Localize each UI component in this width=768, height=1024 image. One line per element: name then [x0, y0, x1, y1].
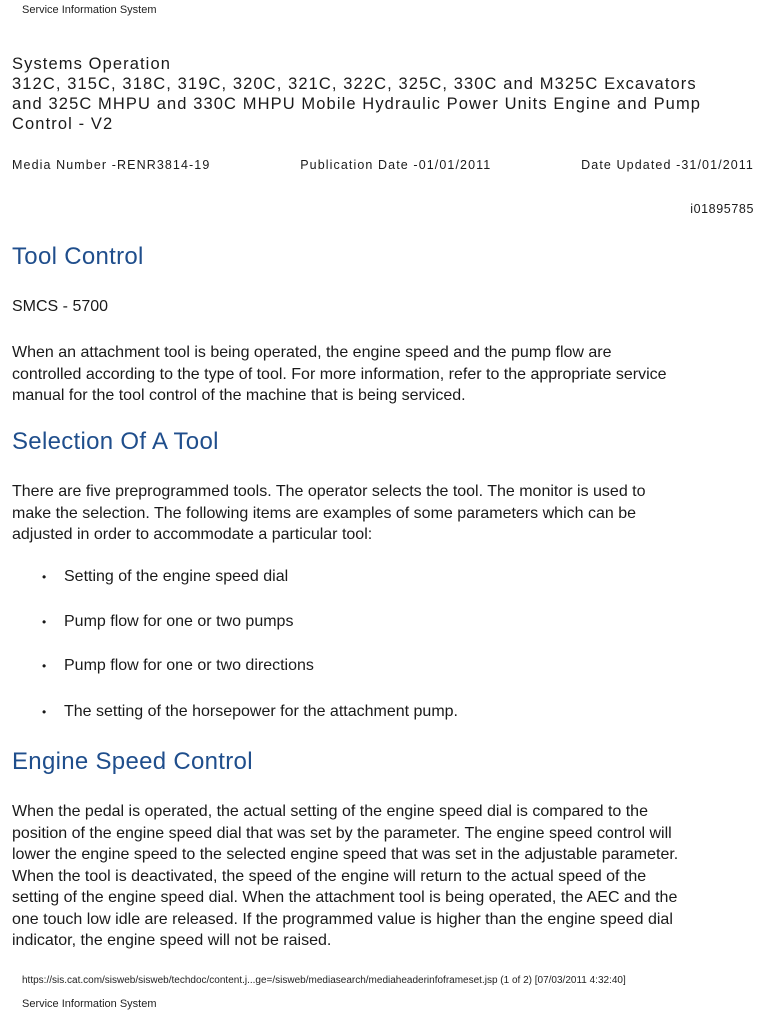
list-item-text: Pump flow for one or two pumps	[64, 613, 294, 630]
paragraph-line: controlled according to the type of tool. For more information, refer to the appropriate service	[12, 365, 667, 383]
engine-speed-paragraph	[12, 801, 678, 952]
media-number: Media Number -RENR3814-19	[12, 158, 211, 172]
bullet-list	[10, 568, 458, 743]
document-id: i01895785	[690, 202, 754, 216]
list-item	[10, 613, 458, 657]
paragraph-line: setting of the engine speed dial. When the attachment tool is being operated, the AEC and the	[12, 889, 678, 906]
paragraph-line: There are five preprogrammed tools. The operator selects the tool. The monitor is used to	[12, 483, 646, 500]
heading-engine-speed-control: Engine Speed Control	[12, 748, 253, 775]
paragraph-line: manual for the tool control of the machine that is being serviced.	[12, 387, 466, 404]
paragraph-line: When the tool is deactivated, the speed of the engine will return to the actual speed of the	[12, 867, 647, 885]
paragraph-line: lower the engine speed to the selected engine speed that was set in the adjustable parameter.	[12, 846, 679, 863]
document-header	[12, 54, 762, 134]
tool-control-paragraph	[12, 342, 667, 407]
list-item-text: Setting of the engine speed dial	[64, 568, 289, 585]
header-system-name: Service Information System	[22, 4, 157, 16]
list-item-text: The setting of the horsepower for the attachment pump.	[64, 703, 458, 720]
paragraph-line: position of the engine speed dial that was set by the parameter. The engine speed control will	[12, 824, 672, 842]
bullet-dot: •	[42, 705, 47, 719]
list-item-text: Pump flow for one or two directions	[64, 657, 314, 674]
paragraph-line: indicator, the engine speed will not be raised.	[12, 932, 332, 949]
list-item	[10, 703, 458, 743]
footer-url: https://sis.cat.com/sisweb/sisweb/techdoc/content.j...ge=/sisweb/mediasearch/mediaheaderinfoframeset.jsp (1 of 2) [07/03/2011 4:32:40]	[22, 975, 626, 986]
selection-paragraph	[12, 481, 646, 546]
bullet-dot: •	[42, 570, 47, 584]
publication-date: Publication Date -01/01/2011	[300, 158, 492, 172]
paragraph-line: adjusted in order to accommodate a particular tool:	[12, 526, 373, 543]
heading-selection-of-a-tool: Selection Of A Tool	[12, 428, 219, 455]
bullet-dot: •	[42, 615, 47, 629]
heading-tool-control: Tool Control	[12, 243, 144, 270]
paragraph-line: When an attachment tool is being operated, the engine speed and the pump flow are	[12, 344, 612, 361]
list-item	[10, 568, 458, 613]
document-title-line-2: and 325C MHPU and 330C MHPU Mobile Hydraulic Power Units Engine and Pump	[12, 95, 702, 113]
paragraph-line: make the selection. The following items are examples of some parameters which can be	[12, 504, 637, 522]
section-label: Systems Operation	[12, 55, 172, 73]
document-title-line-3: Control - V2	[12, 115, 114, 133]
date-updated: Date Updated -31/01/2011	[581, 158, 754, 172]
footer-system-name: Service Information System	[22, 998, 157, 1010]
smcs-code: SMCS - 5700	[12, 298, 109, 315]
list-item	[10, 657, 458, 703]
paragraph-line: one touch low idle are released. If the programmed value is higher than the engine speed dial	[12, 910, 673, 928]
document-title-line-1: 312C, 315C, 318C, 319C, 320C, 321C, 322C, 325C, 330C and M325C Excavators	[12, 75, 697, 93]
bullet-dot: •	[42, 659, 47, 673]
paragraph-line: When the pedal is operated, the actual setting of the engine speed dial is compared to the	[12, 803, 648, 820]
document-meta	[12, 158, 754, 172]
